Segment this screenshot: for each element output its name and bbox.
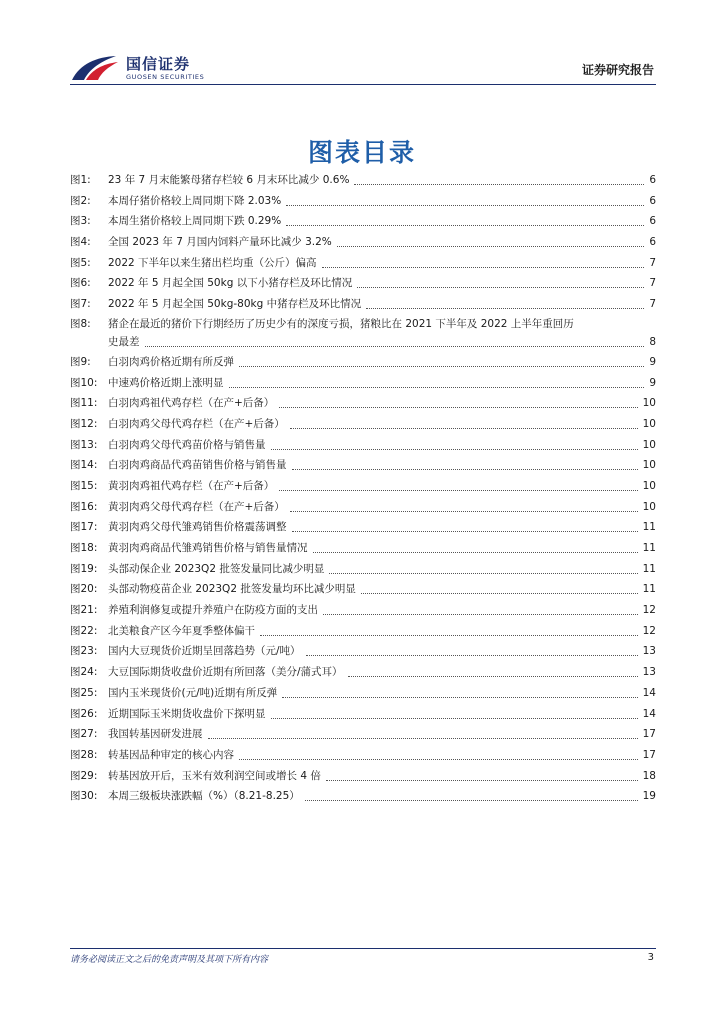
toc-leader-dots: [239, 352, 644, 367]
toc-figure-number: 图12:: [70, 417, 98, 430]
toc-figure-title: 本周仔猪价格较上周同期下降 2.03%: [108, 194, 282, 207]
toc-entry[interactable]: [70, 683, 656, 704]
toc-figure-title: 国内大豆现货价近期呈回落趋势（元/吨）: [108, 645, 301, 658]
toc-leader-dots: [305, 786, 638, 801]
toc-leader-dots: [326, 766, 638, 781]
toc-page-number: 10: [642, 417, 656, 430]
toc-figure-title: 黄羽肉鸡父母代鸡存栏（在产+后备）: [108, 500, 285, 513]
toc-entry[interactable]: [70, 766, 656, 787]
toc-figure-title: 本周三级板块涨跌幅（%）（8.21-8.25）: [108, 790, 300, 803]
toc-page-number: 10: [642, 438, 656, 451]
toc-leader-dots: [229, 373, 645, 388]
toc-leader-dots: [329, 559, 637, 574]
toc-figure-title: 全国 2023 年 7 月国内饲料产量环比减少 3.2%: [108, 236, 332, 249]
toc-leader-dots: [239, 745, 638, 760]
toc-entry[interactable]: [70, 273, 656, 294]
toc-leader-dots: [279, 476, 637, 491]
toc-figure-title: 2022 年 5 月起全国 50kg 以下小猪存栏及环比情况: [108, 277, 353, 290]
toc-leader-dots: [286, 191, 644, 206]
toc-figure-title: 中速鸡价格近期上涨明显: [108, 376, 224, 389]
toc-leader-dots: [271, 704, 638, 719]
toc-entry[interactable]: [70, 786, 656, 807]
toc-page-number: 6: [649, 174, 656, 186]
toc-figure-number: 图26:: [70, 707, 98, 720]
toc-figure-number: 图21:: [70, 604, 98, 617]
toc-figure-number: 图11:: [70, 397, 98, 410]
toc-figure-title: 近期国际玉米期货收盘价下探明显: [108, 707, 266, 720]
toc-entry[interactable]: [70, 476, 656, 497]
toc-entry[interactable]: [70, 600, 656, 621]
toc-figure-title: 北美粮食产区今年夏季整体偏干: [108, 624, 255, 637]
toc-figure-number: 图6:: [70, 277, 91, 290]
toc-entry[interactable]: [70, 559, 656, 580]
toc-page-number: 13: [642, 645, 656, 658]
toc-leader-dots: [313, 538, 638, 553]
toc-figure-number: 图14:: [70, 459, 98, 472]
toc-entry[interactable]: [70, 170, 656, 191]
toc-page-number: 12: [642, 604, 656, 617]
toc-leader-dots: [286, 211, 644, 226]
toc-page-number: 7: [649, 256, 656, 269]
toc-figure-number: 图3:: [70, 215, 91, 228]
toc-page-number: 9: [649, 355, 656, 368]
toc-figure-number: 图16:: [70, 500, 98, 513]
toc-figure-number: 图8:: [70, 317, 91, 330]
toc-entry[interactable]: [70, 517, 656, 538]
toc-entry[interactable]: [70, 191, 656, 212]
toc-figure-number: 图13:: [70, 438, 98, 451]
toc-page-number: 10: [642, 397, 656, 410]
toc-leader-dots: [348, 662, 638, 677]
toc-figure-number: 图9:: [70, 355, 91, 368]
toc-figure-title: 我国转基因研发进展: [108, 728, 203, 741]
toc-entry[interactable]: [70, 724, 656, 745]
toc-figure-number: 图7:: [70, 298, 91, 311]
toc-entry[interactable]: [70, 393, 656, 414]
toc-page-number: 7: [649, 277, 656, 290]
toc-entry[interactable]: [70, 253, 656, 274]
toc-figure-title: 转基因放开后，玉米有效利润空间或增长 4 倍: [108, 769, 321, 782]
toc-leader-dots: [208, 724, 638, 739]
toc-leader-dots: [279, 393, 637, 408]
toc-figure-number: 图19:: [70, 562, 98, 575]
toc-leader-dots: [290, 497, 638, 512]
toc-leader-dots: [357, 273, 644, 288]
toc-figure-title: 白羽肉鸡父母代鸡苗价格与销售量: [108, 438, 266, 451]
toc-entry[interactable]: [70, 232, 656, 253]
footer-page-number: 3: [647, 952, 654, 963]
toc-leader-dots: [306, 641, 638, 656]
toc-leader-dots: [337, 232, 645, 247]
toc-page-number: 6: [649, 215, 656, 228]
toc-entry[interactable]: [70, 745, 656, 766]
toc-figure-number: 图1:: [70, 174, 91, 186]
toc-figure-number: 图4:: [70, 236, 91, 249]
figure-toc-list: [70, 170, 656, 807]
toc-leader-dots: [292, 517, 638, 532]
toc-figure-title: 白羽肉鸡父母代鸡存栏（在产+后备）: [108, 417, 285, 430]
toc-entry[interactable]: [70, 414, 656, 435]
toc-page-number: 7: [649, 298, 656, 311]
toc-page-number: 9: [649, 376, 656, 389]
toc-figure-title: 2022 年 5 月起全国 50kg-80kg 中猪存栏及环比情况: [108, 298, 362, 311]
toc-figure-title: 白羽肉鸡商品代鸡苗销售价格与销售量: [108, 459, 287, 472]
toc-leader-dots: [260, 621, 638, 636]
toc-leader-dots: [322, 253, 645, 268]
toc-leader-dots: [282, 683, 637, 698]
toc-figure-title: 黄羽肉鸡祖代鸡存栏（在产+后备）: [108, 479, 275, 492]
toc-figure-number: 图28:: [70, 748, 98, 761]
toc-page-number: 11: [642, 521, 656, 534]
toc-leader-dots: [292, 455, 638, 470]
toc-figure-title: 黄羽肉鸡父母代雏鸡销售价格震荡调整: [108, 521, 287, 534]
toc-entry[interactable]: [70, 435, 656, 456]
toc-figure-title: 头部动物疫苗企业 2023Q2 批签发量均环比减少明显: [108, 583, 356, 596]
toc-entry-second-line: [108, 333, 656, 351]
page-title: 图表目录: [307, 137, 416, 167]
toc-figure-number: 图29:: [70, 769, 98, 782]
toc-figure-title: 转基因品种审定的核心内容: [108, 748, 234, 761]
toc-entry[interactable]: [70, 373, 656, 394]
toc-figure-title: 白羽肉鸡祖代鸡存栏（在产+后备）: [108, 397, 275, 410]
toc-page-number: 11: [642, 562, 656, 575]
toc-page-number: 12: [642, 624, 656, 637]
guosen-logo-icon: [70, 54, 120, 82]
toc-page-number: 6: [649, 236, 656, 249]
toc-entry[interactable]: [70, 662, 656, 683]
toc-figure-title: 黄羽肉鸡商品代雏鸡销售价格与销售量情况: [108, 542, 308, 554]
header-divider: [70, 84, 656, 85]
toc-figure-number: 图27:: [70, 728, 98, 741]
toc-figure-title: 猪企在最近的猪价下行期经历了历史少有的深度亏损，猪粮比在 2021 下半年及 2022 上半年重回历: [108, 317, 574, 330]
toc-figure-title-continued: 史最差: [108, 335, 140, 348]
toc-leader-dots: [145, 333, 645, 347]
toc-entry[interactable]: [70, 579, 656, 600]
toc-entry[interactable]: [70, 315, 656, 352]
toc-entry[interactable]: [70, 641, 656, 662]
toc-entry[interactable]: [70, 497, 656, 518]
toc-entry[interactable]: [70, 211, 656, 232]
toc-figure-number: 图20:: [70, 583, 98, 596]
toc-figure-number: 图5:: [70, 256, 91, 269]
toc-leader-dots: [323, 600, 638, 615]
toc-page-number: 11: [642, 583, 656, 596]
toc-figure-number: 图25:: [70, 686, 98, 699]
toc-figure-number: 图24:: [70, 666, 98, 679]
toc-page-number: 10: [642, 479, 656, 492]
toc-figure-number: 图30:: [70, 790, 98, 803]
toc-figure-number: 图22:: [70, 624, 98, 637]
toc-figure-title: 大豆国际期货收盘价近期有所回落（美分/蒲式耳）: [108, 666, 343, 679]
toc-figure-number: 图10:: [70, 376, 98, 389]
toc-figure-number: 图23:: [70, 645, 98, 658]
toc-leader-dots: [271, 435, 638, 450]
toc-page-number: 18: [642, 769, 656, 782]
toc-page-number: 14: [642, 686, 656, 699]
toc-leader-dots: [361, 579, 638, 594]
toc-page-number: 17: [642, 748, 656, 761]
toc-entry[interactable]: [70, 538, 656, 559]
toc-figure-number: 图18:: [70, 542, 98, 554]
logo-name-en: GUOSEN SECURITIES: [126, 73, 205, 81]
toc-figure-title: 头部动保企业 2023Q2 批签发量同比减少明显: [108, 562, 325, 575]
toc-figure-number: 图17:: [70, 521, 98, 534]
footer-disclaimer: 请务必阅读正文之后的免责声明及其项下所有内容: [70, 955, 269, 965]
logo-name-cn: 国信证券: [126, 55, 191, 73]
toc-figure-title: 白羽肉鸡价格近期有所反弹: [108, 355, 234, 368]
toc-entry-body: [108, 315, 656, 351]
toc-figure-number: 图2:: [70, 194, 91, 207]
toc-entry[interactable]: [70, 621, 656, 642]
toc-figure-title: 养殖利润修复或提升养殖户在防疫方面的支出: [108, 604, 318, 617]
toc-figure-title: 本周生猪价格较上周同期下跌 0.29%: [108, 215, 282, 228]
toc-figure-number: 图15:: [70, 479, 98, 492]
toc-entry[interactable]: [70, 704, 656, 725]
toc-entry[interactable]: [70, 294, 656, 315]
page-header: [70, 48, 656, 84]
footer-divider: [70, 948, 656, 949]
toc-entry[interactable]: [70, 455, 656, 476]
toc-figure-title: 2022 下半年以来生猪出栏均重（公斤）偏高: [108, 256, 317, 269]
toc-page-number: 13: [642, 666, 656, 679]
toc-page-number: 17: [642, 728, 656, 741]
toc-leader-dots: [366, 294, 644, 309]
toc-figure-title: 国内玉米现货价(元/吨)近期有所反弹: [108, 686, 278, 699]
toc-page-number: 10: [642, 500, 656, 513]
toc-page-number: 19: [642, 790, 656, 803]
report-type-label: 证券研究报告: [581, 63, 654, 77]
toc-page-number: 8: [649, 335, 656, 348]
toc-page-number: 10: [642, 459, 656, 472]
toc-entry[interactable]: [70, 352, 656, 373]
toc-figure-title: 23 年 7 月末能繁母猪存栏较 6 月末环比减少 0.6%: [108, 174, 350, 186]
toc-page-number: 11: [642, 542, 656, 554]
toc-page-number: 6: [649, 194, 656, 207]
toc-page-number: 14: [642, 707, 656, 720]
toc-leader-dots: [290, 414, 638, 429]
toc-leader-dots: [354, 170, 644, 185]
